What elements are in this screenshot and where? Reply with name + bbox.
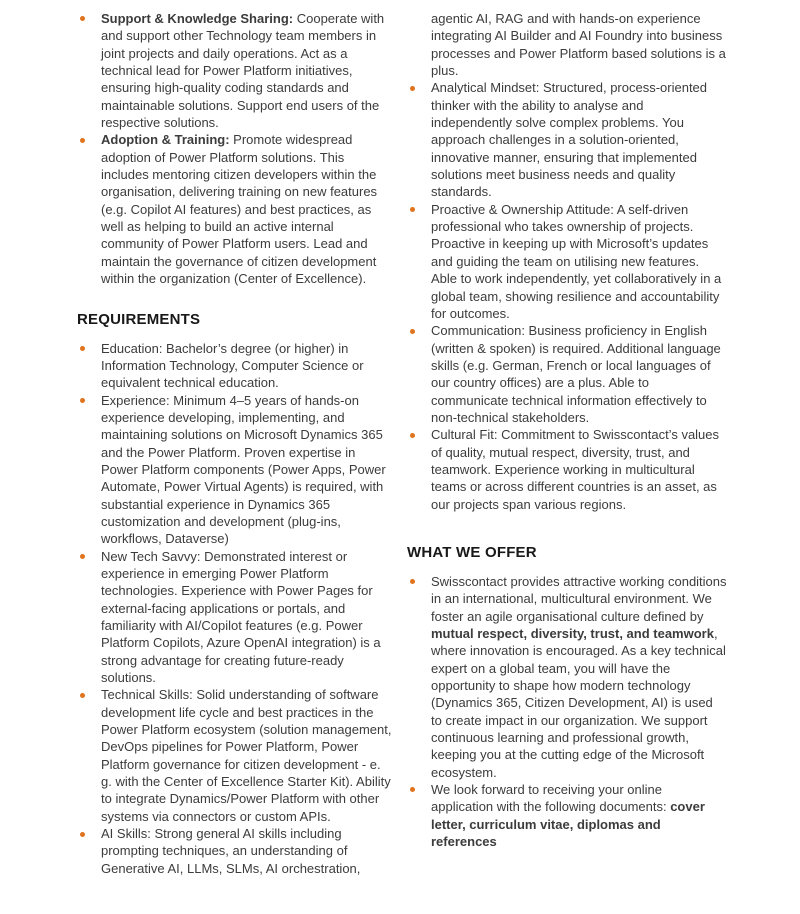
list-item xyxy=(101,10,393,131)
requirements-continued-list xyxy=(407,79,727,513)
list-item xyxy=(101,686,393,825)
list-item xyxy=(101,131,393,287)
text-segment: AI Skills: Strong general AI skills including prompting techniques, an understanding of Generative AI, LLMs, SLMs, AI orchestration, xyxy=(101,826,361,876)
text-segment: Cooperate with and support other Technology team members in joint projects and daily operations. Act as a technical lead for Power Platform initiatives, ensuring high-quality coding standards and maintainable solutions. Support end users of the respective solutions. xyxy=(101,11,385,131)
text-segment: Education: Bachelor’s degree (or higher) in Information Technology, Computer Science or equivalent technical education. xyxy=(101,340,364,391)
list-item xyxy=(101,340,393,392)
requirements-heading: REQUIREMENTS xyxy=(77,310,201,328)
text-segment: , where innovation is encouraged. As a key technical expert on a global team, you will have the opportunity to shape how modern technology (Dynamics 365, Citizen Development, AI) is used to create impact in our organization. We support continuous learning and professional growth, keeping you at the cutting edge of the Microsoft ecosystem. xyxy=(431,626,726,780)
bold-text-segment: Adoption & Training: xyxy=(101,132,230,148)
list-item xyxy=(101,392,393,548)
list-item xyxy=(431,201,727,322)
responsibilities-list xyxy=(77,10,393,288)
list-item xyxy=(431,573,727,781)
text-segment: Analytical Mindset: Structured, process-oriented thinker with the ability to analyse and independently solve complex problems. You approach challenges in a solution-oriented, innovative manner, ensuring that implemented solutions meet business needs and quality standards. xyxy=(431,80,708,200)
list-item xyxy=(431,426,727,513)
text-segment: Experience: Minimum 4–5 years of hands-on experience developing, implementing, and maintaining solutions on Microsoft Dynamics 365 and the Power Platform. Proven expertise in Power Platform components (Power Apps, Power Automate, Power Virtual Agents) is required, with substantial experience in Dynamics 365 customization and development (plug-ins, workflows, Dataverse) xyxy=(101,392,386,547)
list-item xyxy=(431,781,727,850)
requirements-list xyxy=(77,340,393,878)
text-segment: Proactive & Ownership Attitude: A self-driven professional who takes ownership of projects. Proactive in keeping up with Microsoft’s updates and guiding the team on utilising new features. Able to work independently, yet collaboratively in a global team, showing resilience and accountability for outcomes. xyxy=(431,201,722,321)
text-segment: Promote widespread adoption of Power Platform solutions. This includes mentoring citizen developers within the organisation, delivering training on new features (e.g. Copilot AI features) and best practices, as well as helping to build an active internal community of Power Platform users. Lead and maintain the governance of citizen development within the organization (Center of Excellence). xyxy=(101,132,378,287)
left-column xyxy=(77,10,393,877)
list-item xyxy=(431,322,727,426)
list-item xyxy=(431,79,727,200)
text-segment: We look forward to receiving your online application with the following documents: xyxy=(431,782,671,815)
text-segment: Technical Skills: Solid understanding of software development life cycle and best practices in the Power Platform ecosystem (solution management, DevOps pipelines for Power Platform, Power Platform governance for citizen development - e. g. with the Center of Excellence Starter Kit). Ability to integrate Dynamics/Power Platform with other systems via connectors or custom APIs. xyxy=(101,687,392,824)
bold-text-segment: mutual respect, diversity, trust, and teamwork xyxy=(431,626,714,641)
text-segment: Swisscontact provides attractive working conditions in an international, multicultural environment. We foster an agile organisational culture defined by xyxy=(431,573,727,624)
text-segment: Communication: Business proficiency in English (written & spoken) is required. Additional language skills (e.g. German, French or local languages of our country offices) are a plus. Able to communicate technical information effectively to non-technical stakeholders. xyxy=(431,323,721,425)
bold-text-segment: Support & Knowledge Sharing: xyxy=(101,11,294,26)
what-we-offer-heading: WHAT WE OFFER xyxy=(407,543,537,561)
list-item xyxy=(101,548,393,687)
bold-text-segment: cover letter, curriculum vitae, diplomas and references xyxy=(431,799,705,850)
list-item xyxy=(101,825,393,877)
text-segment: agentic AI, RAG and with hands-on experience integrating AI Builder and AI Foundry into business processes and Power Platform based solutions is a plus. xyxy=(431,11,726,79)
right-column xyxy=(407,10,727,850)
text-segment: New Tech Savvy: Demonstrated interest or experience in emerging Power Platform technologies. Experience with Power Pages for external-facing applications or portals, and familiarity with AI/Copilot features (e.g. Power Platform Copilots, Azure OpenAI integration) is a strong advantage for creating future-ready solutions. xyxy=(101,548,381,686)
offer-list xyxy=(407,573,727,851)
ai-skills-continuation-text xyxy=(407,10,727,79)
text-segment: Cultural Fit: Commitment to Swisscontact’s values of quality, mutual respect, diversity, trust, and teamwork. Experience working in multicultural teams or across different countries is an asset, as our projects span various regions. xyxy=(431,427,720,512)
